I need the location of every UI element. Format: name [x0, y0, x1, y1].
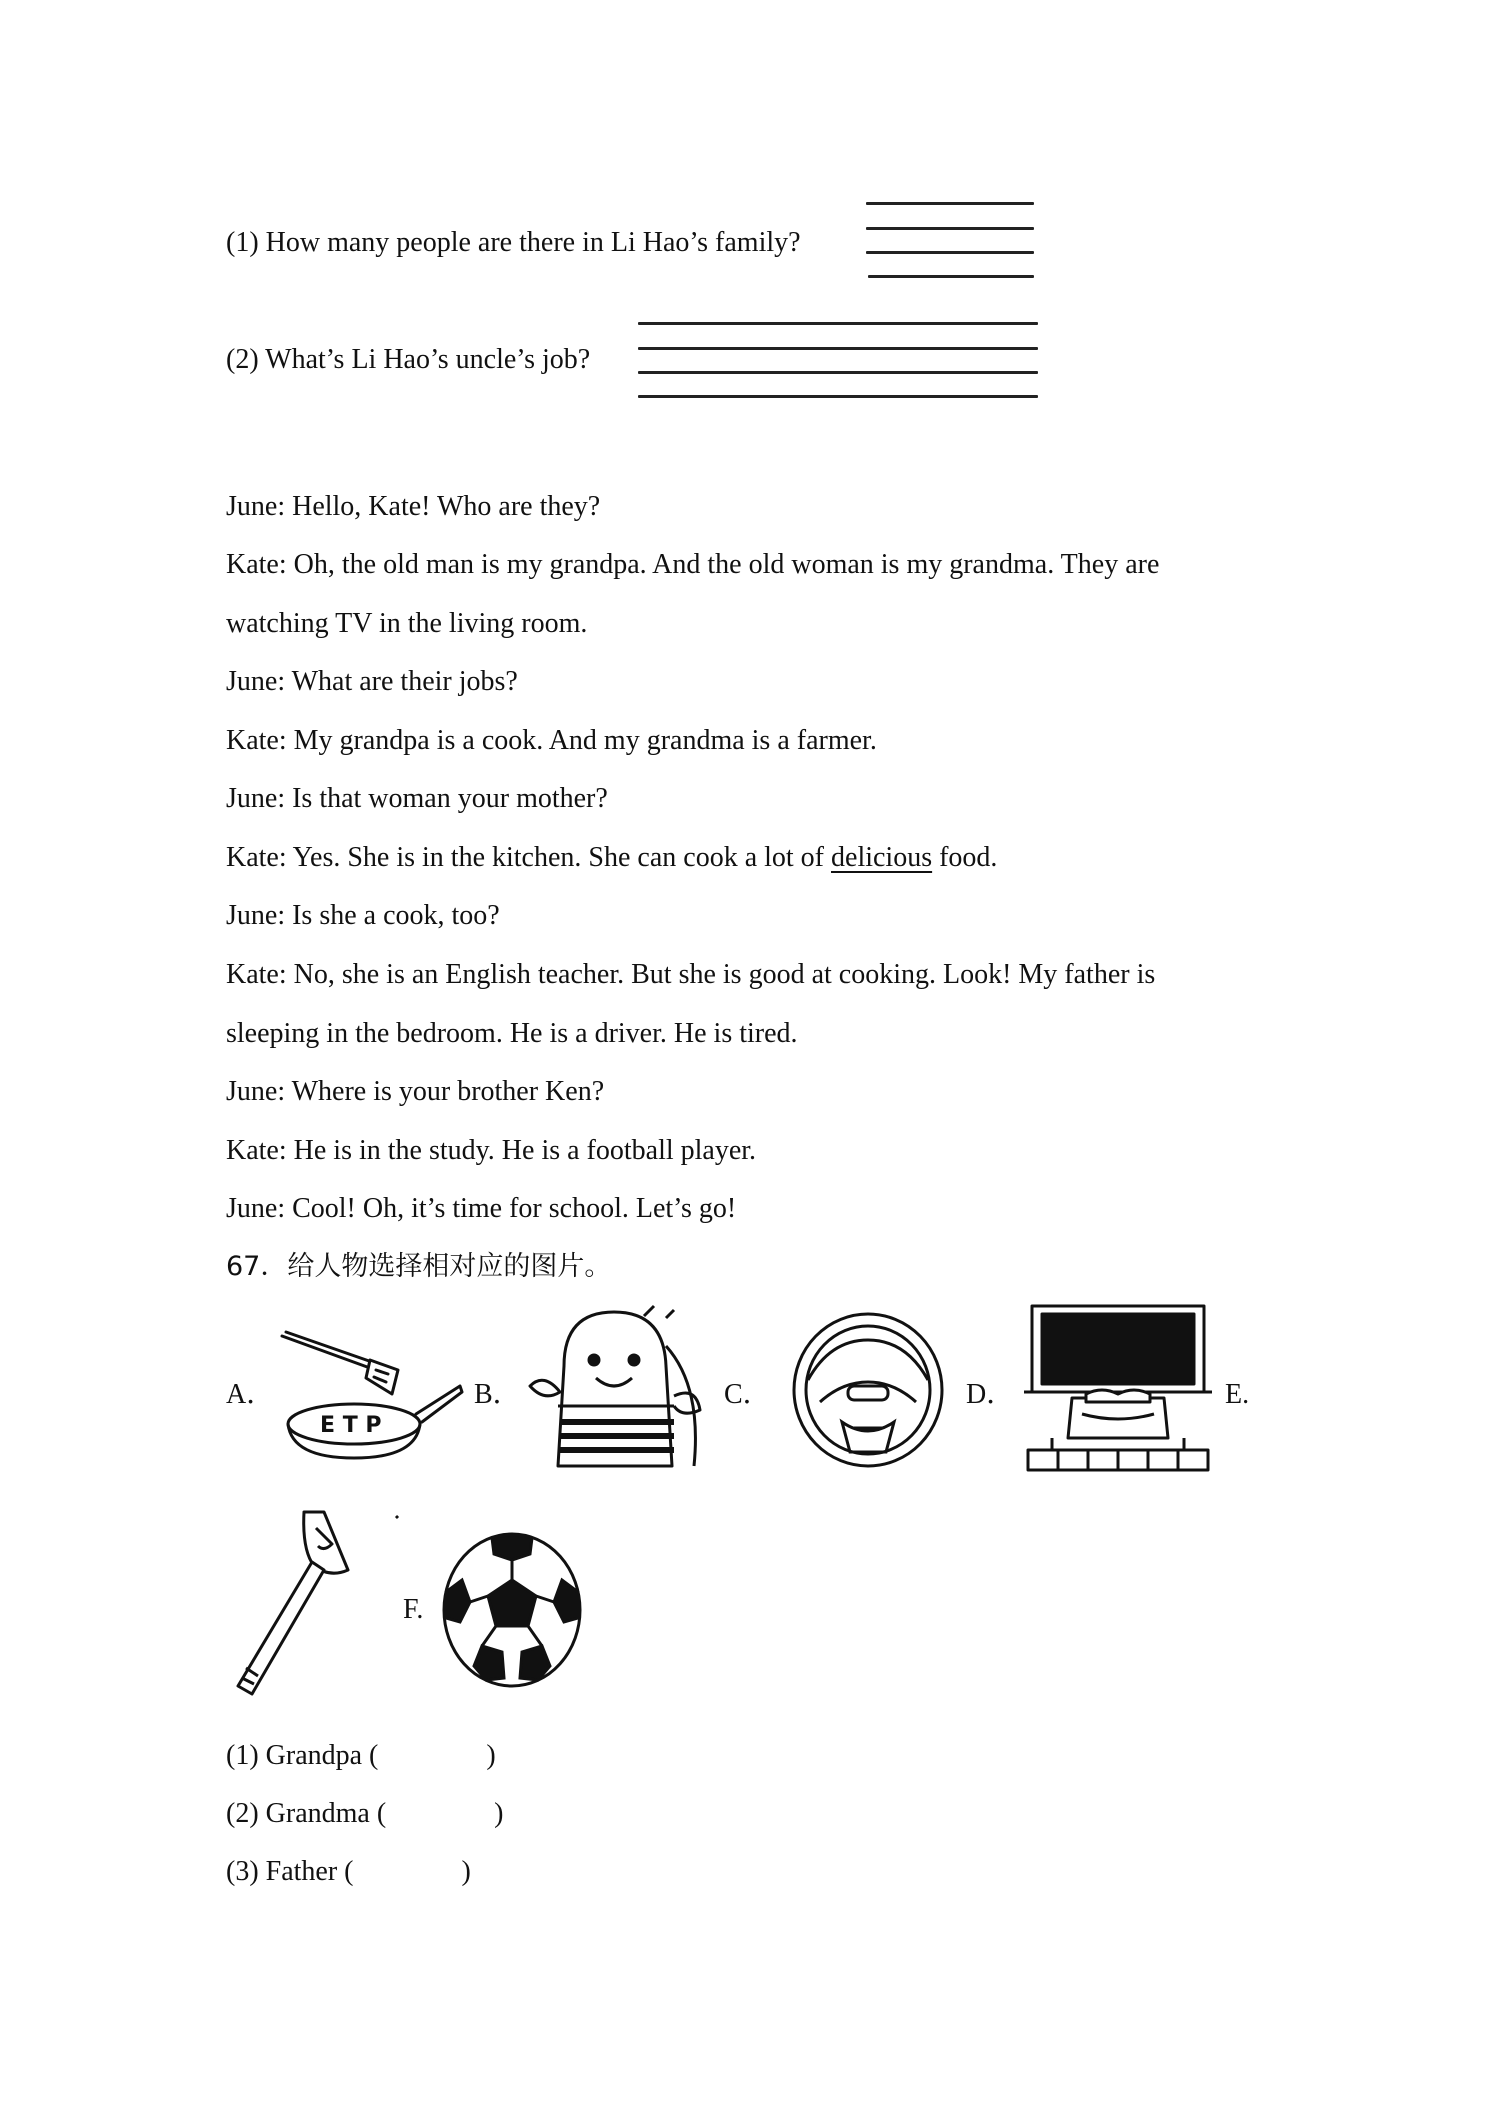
option-label-e: E.: [1225, 1379, 1250, 1410]
dialogue-line-6: June: Is that woman your mother?: [226, 783, 608, 814]
dialogue-line-5: Kate: My grandpa is a cook. And my grandma is a farmer.: [226, 725, 877, 756]
match-item-grandma[interactable]: (2) Grandma ( ): [226, 1798, 504, 1829]
task-title: 67．给人物选择相对应的图片。: [226, 1251, 612, 1282]
svg-text:E T P: E T P: [320, 1413, 382, 1438]
match-item-grandpa[interactable]: (1) Grandpa ( ): [226, 1740, 496, 1771]
backpack-icon: [524, 1306, 704, 1476]
dialogue-line-1: June: Hello, Kate! Who are they?: [226, 491, 601, 522]
dialogue-line-12: Kate: He is in the study. He is a football player.: [226, 1135, 757, 1166]
dialogue-line-7: Kate: Yes. She is in the kitchen. She can cook a lot of delicious food.: [226, 842, 998, 873]
option-label-f: F.: [403, 1594, 424, 1625]
dialogue-line-3: watching TV in the living room.: [226, 608, 588, 639]
question-2: (2) What’s Li Hao’s uncle’s job?: [226, 344, 591, 375]
soccer-ball-icon: [440, 1530, 584, 1690]
underlined-word: delicious: [831, 842, 933, 873]
dialogue-line-9: Kate: No, she is an English teacher. But she is good at cooking. Look! My father is: [226, 959, 1156, 990]
dialogue-line-4: June: What are their jobs?: [226, 666, 518, 697]
match-item-father[interactable]: (3) Father ( ): [226, 1856, 471, 1887]
dialogue-line-8: June: Is she a cook, too?: [226, 900, 500, 931]
hoe-icon: [232, 1508, 402, 1698]
dialogue-line-11: June: Where is your brother Ken?: [226, 1076, 605, 1107]
dialogue-line-13: June: Cool! Oh, it’s time for school. Let’s go!: [226, 1193, 737, 1224]
dialogue-line-2: Kate: Oh, the old man is my grandpa. And the old woman is my grandma. They are: [226, 549, 1160, 580]
classroom-icon: [1022, 1302, 1214, 1474]
steering-wheel-icon: [790, 1310, 946, 1470]
dialogue-line-10: sleeping in the bedroom. He is a driver. He is tired.: [226, 1018, 798, 1049]
option-label-c: C．: [724, 1379, 771, 1410]
option-label-a: A．: [226, 1379, 275, 1410]
option-label-b: B．: [474, 1379, 521, 1410]
frying-pan-icon: [276, 1322, 462, 1462]
question-1: (1) How many people are there in Li Hao’s family?: [226, 227, 801, 258]
option-label-d: D．: [966, 1379, 1015, 1410]
